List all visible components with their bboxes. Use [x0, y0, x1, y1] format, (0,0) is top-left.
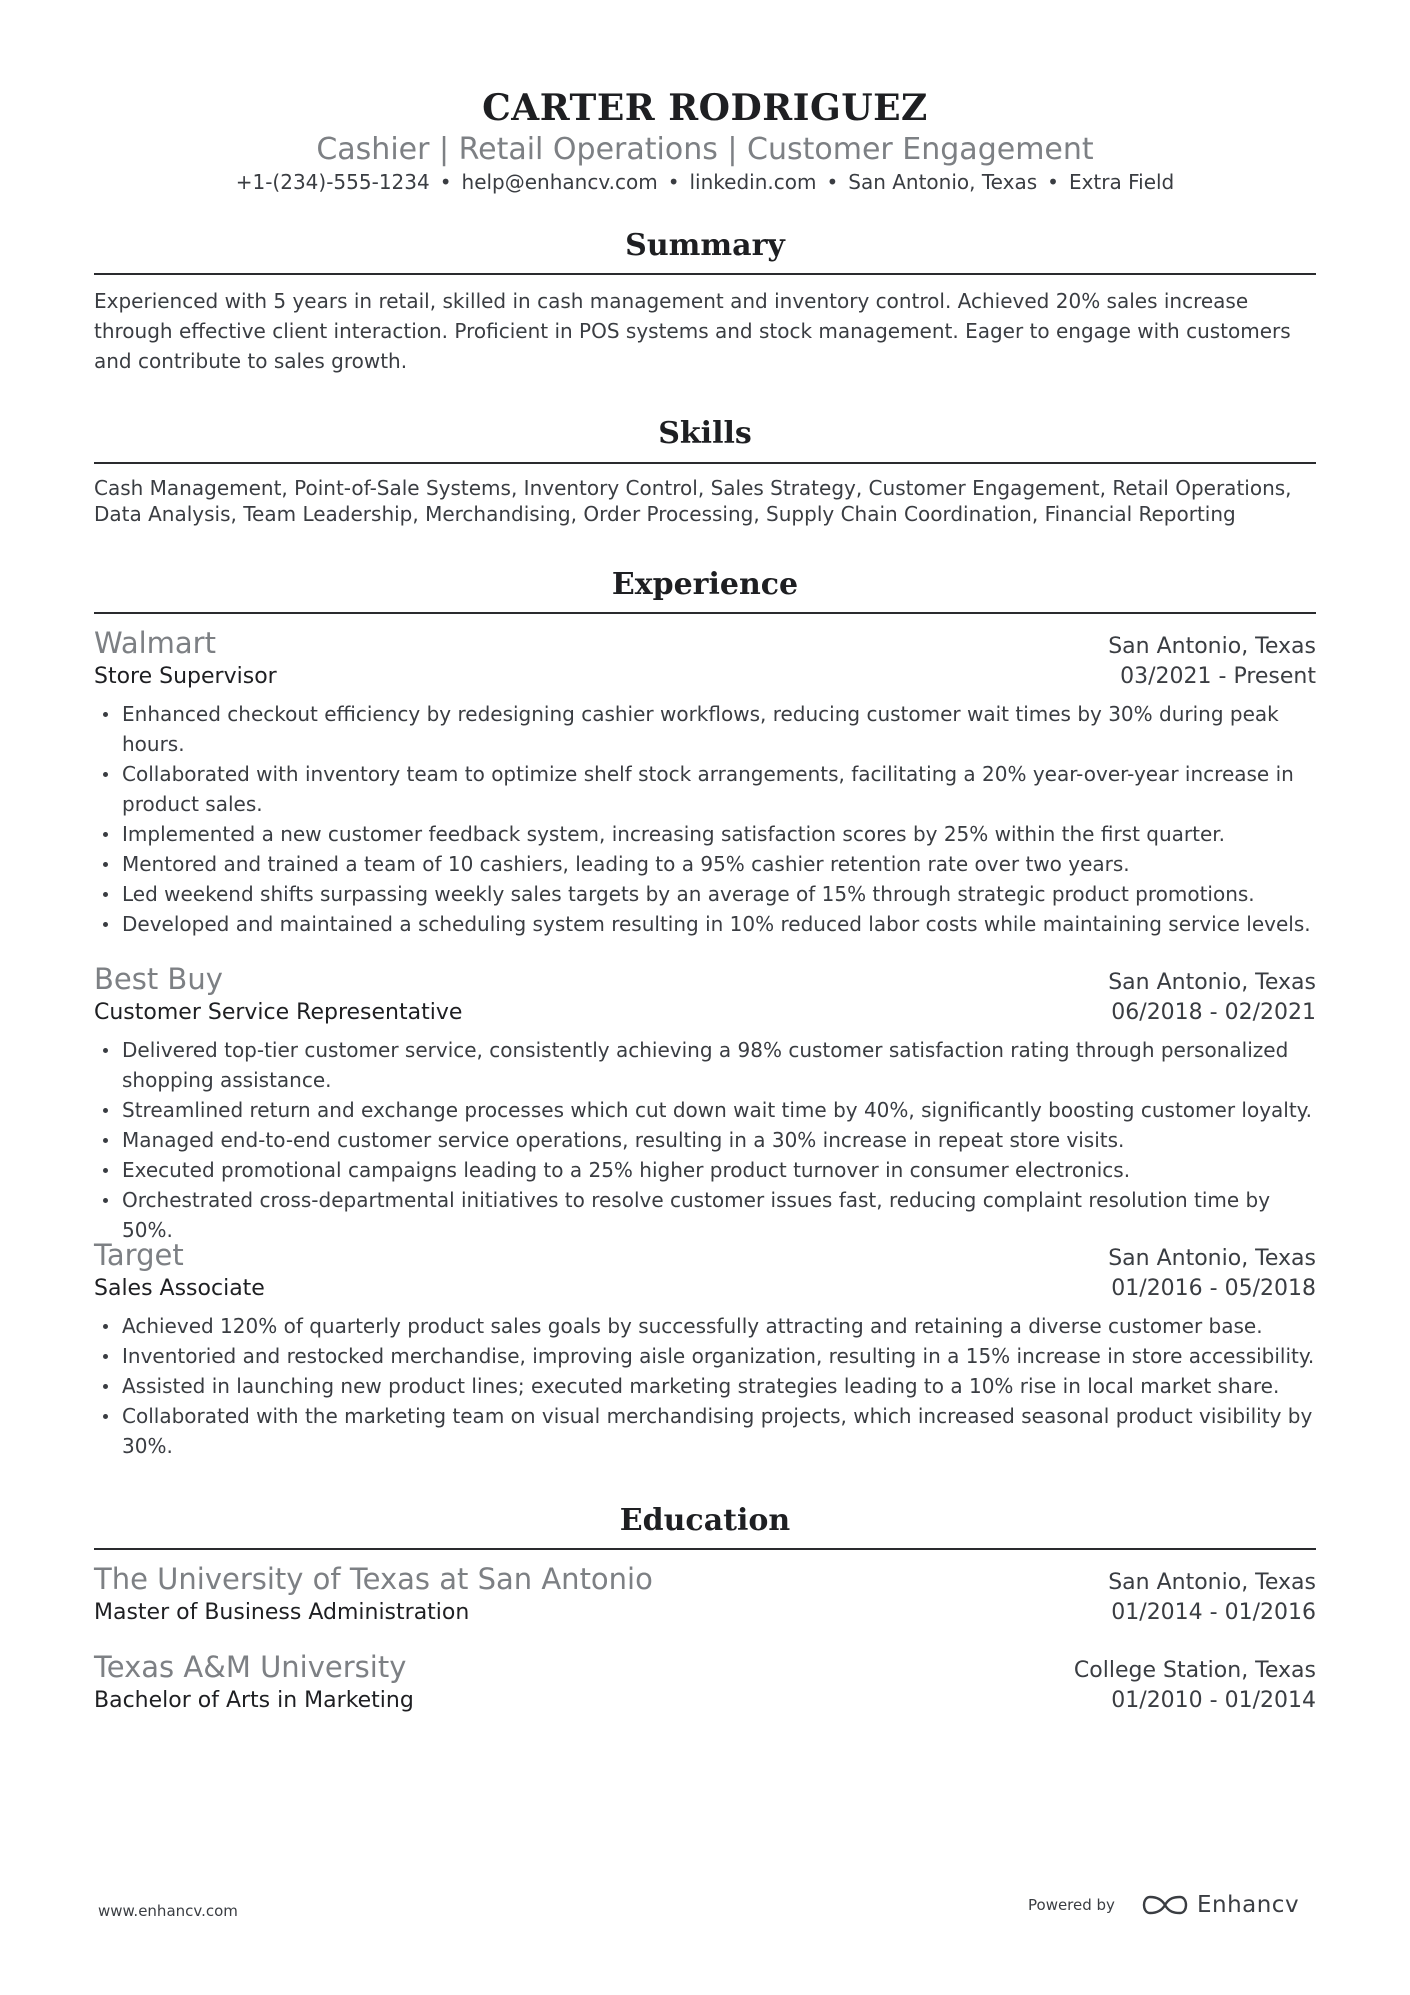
skills-title: Skills [658, 416, 752, 451]
job-dates: 06/2018 - 02/2021 [1111, 1000, 1316, 1025]
school-location: College Station, Texas [1073, 1658, 1316, 1683]
job-dates: 01/2016 - 05/2018 [1111, 1276, 1316, 1301]
school-location: San Antonio, Texas [1108, 1570, 1316, 1595]
school-degree: Master of Business Administration [94, 1600, 470, 1625]
candidate-name: CARTER RODRIGUEZ [482, 87, 928, 129]
job-subheader [94, 662, 1316, 692]
enhancv-infinity-icon [1141, 1893, 1189, 1917]
job-subheader [94, 1274, 1316, 1304]
job-location: San Antonio, Texas [1108, 970, 1316, 995]
contact-line [94, 168, 1316, 196]
list-item: Streamlined return and exchange processes which cut down wait time by 40%, significantly boosting customer loyalty. [94, 1095, 1316, 1125]
school-name: Texas A&M University [94, 1650, 407, 1684]
list-item: Delivered top-tier customer service, consistently achieving a 98% customer satisfaction rating through personalized shopping assistance. [94, 1035, 1316, 1095]
list-item: Mentored and trained a team of 10 cashiers, leading to a 95% cashier retention rate over two years. [94, 849, 1316, 879]
enhancv-logo[interactable] [1141, 1892, 1299, 1918]
school-subheader [94, 1598, 1316, 1628]
contact-separator: • [1047, 170, 1059, 194]
job-role: Customer Service Representative [94, 1000, 463, 1025]
list-item: Orchestrated cross-departmental initiatives to resolve customer issues fast, reducing complaint resolution time by 50%. [94, 1185, 1316, 1245]
job-subheader [94, 998, 1316, 1028]
job-header [94, 1236, 1316, 1274]
job-company: Best Buy [94, 962, 223, 996]
job-location: San Antonio, Texas [1108, 1246, 1316, 1271]
skills-text: Cash Management, Point-of-Sale Systems, Inventory Control, Sales Strategy, Customer Engagement, Retail Operations, Data Analysis, Team Leadership, Merchandising, Order Processing, Supply Chain Coordination, Financial Reporting [94, 476, 1292, 526]
school-name: The University of Texas at San Antonio [94, 1562, 653, 1596]
resume-page [94, 0, 1316, 1995]
list-item: Assisted in launching new product lines; executed marketing strategies leading to a 10% rise in local market share. [94, 1371, 1316, 1401]
list-item: Collaborated with inventory team to optimize shelf stock arrangements, facilitating a 20% year-over-year increase in product sales. [94, 759, 1316, 819]
contact-extra-field: Extra Field [1068, 170, 1175, 194]
list-item: Led weekend shifts surpassing weekly sales targets by an average of 15% through strategic product promotions. [94, 879, 1316, 909]
contact-linkedin[interactable]: linkedin.com [689, 170, 817, 194]
list-item: Achieved 120% of quarterly product sales goals by successfully attracting and retaining a diverse customer base. [94, 1311, 1316, 1341]
list-item: Managed end-to-end customer service operations, resulting in a 30% increase in repeat store visits. [94, 1125, 1316, 1155]
contact-location: San Antonio, Texas [848, 170, 1038, 194]
footer-website-link[interactable]: www.enhancv.com [98, 1902, 238, 1920]
job-dates: 03/2021 - Present [1120, 664, 1316, 689]
school-header [94, 1648, 1316, 1686]
candidate-headline: Cashier | Retail Operations | Customer Engagement [316, 132, 1094, 167]
school-dates: 01/2014 - 01/2016 [1111, 1600, 1316, 1625]
list-item: Collaborated with the marketing team on visual merchandising projects, which increased seasonal product visibility by 30%. [94, 1401, 1316, 1461]
experience-divider [94, 612, 1316, 614]
skills-divider [94, 462, 1316, 464]
job-company: Target [94, 1238, 184, 1272]
school-degree: Bachelor of Arts in Marketing [94, 1688, 414, 1713]
education-divider [94, 1548, 1316, 1550]
job-bullets [94, 1311, 1316, 1461]
powered-by-label: Powered by [1028, 1896, 1115, 1914]
job-role: Sales Associate [94, 1276, 265, 1301]
footer-branding [1028, 1892, 1299, 1918]
list-item: Executed promotional campaigns leading to a 25% higher product turnover in consumer electronics. [94, 1155, 1316, 1185]
school-header [94, 1560, 1316, 1598]
job-location: San Antonio, Texas [1108, 634, 1316, 659]
list-item: Developed and maintained a scheduling system resulting in 10% reduced labor costs while maintaining service levels. [94, 909, 1316, 939]
job-bullets [94, 1035, 1316, 1245]
experience-title: Experience [611, 567, 799, 602]
contact-separator: • [439, 170, 452, 194]
summary-title: Summary [625, 228, 785, 263]
job-bullets [94, 699, 1316, 939]
job-role: Store Supervisor [94, 664, 277, 689]
contact-separator: • [667, 170, 680, 194]
summary-text: Experienced with 5 years in retail, skilled in cash management and inventory control. Achieved 20% sales increase through effective client interaction. Proficient in POS systems and stock management. Eager to engage with customers and contribute to sales growth. [94, 289, 1291, 373]
contact-phone: +1-(234)-555-1234 [235, 170, 430, 194]
education-title: Education [619, 1503, 791, 1538]
list-item: Enhanced checkout efficiency by redesigning cashier workflows, reducing customer wait times by 30% during peak hours. [94, 699, 1316, 759]
brand-name: Enhancv [1196, 1892, 1300, 1918]
summary-divider [94, 273, 1316, 275]
contact-separator: • [826, 170, 839, 194]
job-header [94, 960, 1316, 998]
list-item: Inventoried and restocked merchandise, improving aisle organization, resulting in a 15% increase in store accessibility. [94, 1341, 1316, 1371]
job-company: Walmart [94, 626, 216, 660]
job-header [94, 624, 1316, 662]
contact-email[interactable]: help@enhancv.com [461, 170, 658, 194]
list-item: Implemented a new customer feedback system, increasing satisfaction scores by 25% within the first quarter. [94, 819, 1316, 849]
school-dates: 01/2010 - 01/2014 [1111, 1688, 1316, 1713]
school-subheader [94, 1686, 1316, 1716]
